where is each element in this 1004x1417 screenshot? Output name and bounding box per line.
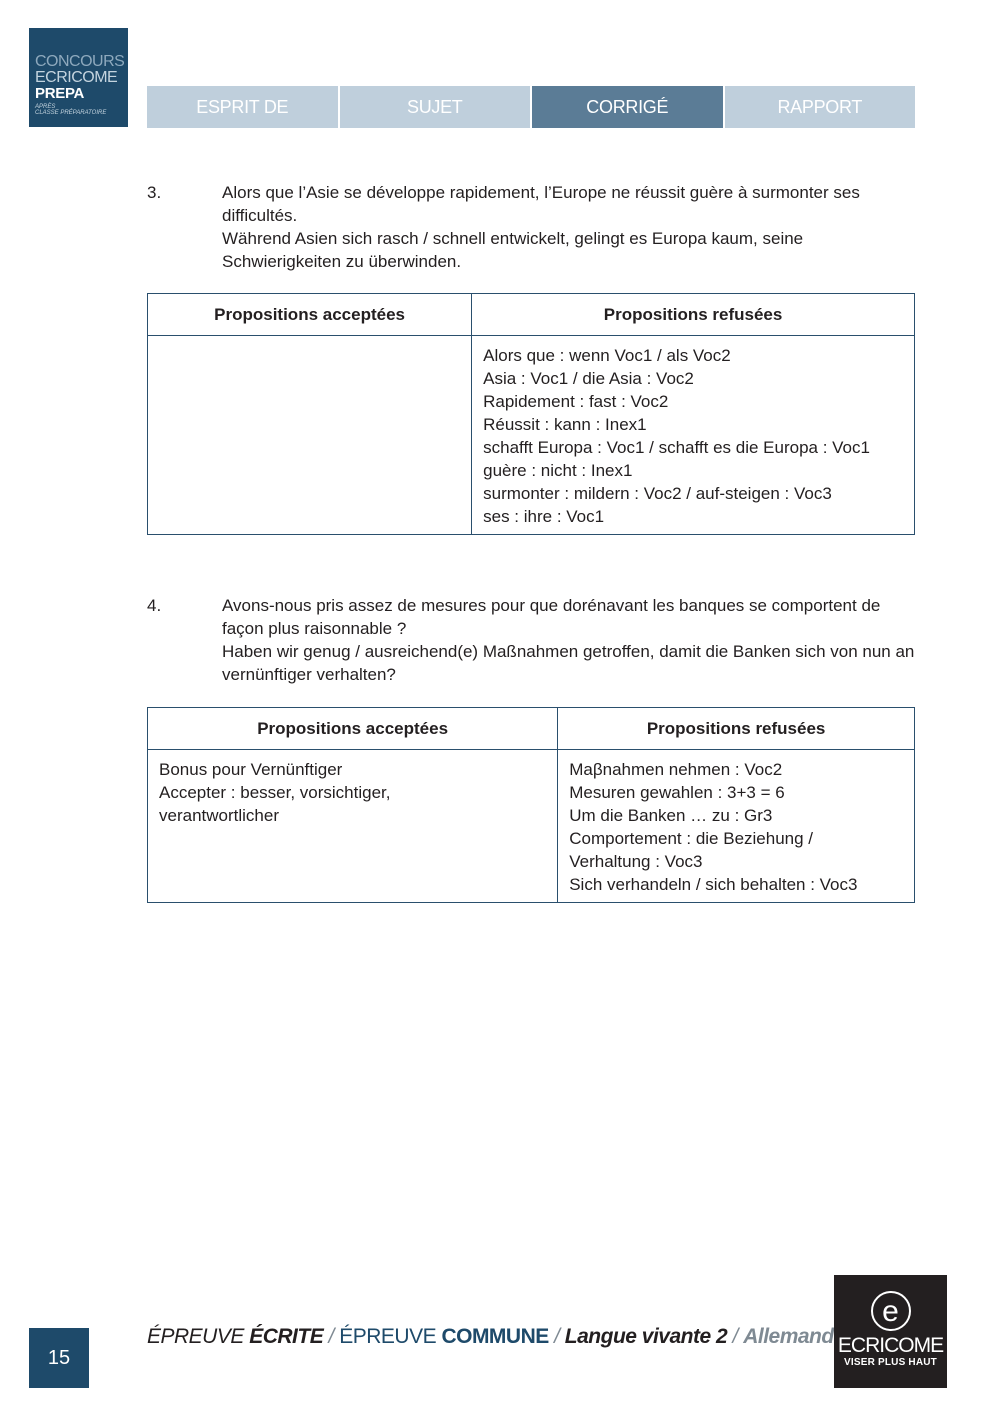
- tab-esprit-epreuve[interactable]: ESPRIT DE L’ÉPREUVE: [147, 86, 338, 128]
- logo-line-apres: APRÈS: [35, 104, 56, 110]
- logo-line-prepa: PREPA: [35, 85, 85, 102]
- refused-item: schafft Europa : Voc1 / schafft es die Europa : Voc1: [483, 438, 870, 457]
- tab-rapport[interactable]: RAPPORT: [725, 86, 916, 128]
- logo-line-ecricome: ECRICOME: [35, 69, 118, 86]
- logo-line-classe: CLASSE PRÉPARATOIRE: [35, 110, 107, 116]
- refused-cell: [558, 750, 915, 903]
- tab-sujet[interactable]: SUJET: [340, 86, 531, 128]
- section-tabs: [147, 86, 915, 159]
- page-number: 15: [29, 1328, 89, 1388]
- logo-line-concours: CONCOURS: [35, 53, 125, 70]
- refused-item: Réussit : kann : Inex1: [483, 415, 647, 434]
- footer-title: [147, 1325, 834, 1349]
- footer-ecrite: ÉCRITE: [249, 1325, 324, 1348]
- refused-item: Rapidement : fast : Voc2: [483, 392, 669, 411]
- accepted-item: Accepter : besser, vorsichtiger,: [159, 783, 391, 802]
- footer-allemand: Allemand: [743, 1325, 834, 1348]
- refused-item: Mesuren gewahlen : 3+3 = 6: [569, 783, 785, 802]
- header-refused: Propositions refusées: [472, 294, 915, 336]
- brand-slogan: VISER PLUS HAUT: [843, 1357, 937, 1368]
- footer-commune: COMMUNE: [441, 1325, 549, 1348]
- header-accepted: Propositions acceptées: [148, 294, 472, 336]
- ecricome-e-icon: e: [871, 1291, 911, 1331]
- question-3: [147, 181, 915, 273]
- footer-langue: Langue vivante 2: [564, 1325, 728, 1348]
- refused-item: Alors que : wenn Voc1 / als Voc2: [483, 346, 731, 365]
- refused-item: guère : nicht : Inex1: [483, 461, 633, 480]
- footer-epreuve: ÉPREUVE: [147, 1325, 250, 1348]
- refused-item: Comportement : die Beziehung /: [569, 829, 814, 848]
- accepted-cell: [148, 750, 558, 903]
- refused-item: surmonter : mildern : Voc2 / auf-steigen : Voc3: [483, 484, 832, 503]
- header-accepted: Propositions acceptées: [148, 708, 558, 750]
- accepted-cell: [148, 336, 472, 535]
- accepted-item: Bonus pour Vernünftiger: [159, 760, 343, 779]
- refused-item: Maβnahmen nehmen : Voc2: [569, 760, 783, 779]
- refused-item: Sich verhandeln / sich behalten : Voc3: [569, 875, 858, 894]
- ecricome-brand-logo: [834, 1275, 947, 1388]
- concours-ecricome-prepa-logo: [29, 28, 128, 127]
- question-french: Avons-nous pris assez de mesures pour que dorénavant les banques se comportent de façon plus raisonnable ?: [222, 596, 881, 638]
- footer-epreuve-2: ÉPREUVE: [339, 1325, 442, 1348]
- tab-corrige[interactable]: CORRIGÉ: [532, 86, 723, 128]
- refused-item: Asia : Voc1 / die Asia : Voc2: [483, 369, 694, 388]
- footer-separator: /: [548, 1325, 565, 1348]
- question-german: Haben wir genug / ausreichend(e) Maßnahmen getroffen, damit die Banken sich von nun an vernünftiger verhalten?: [222, 642, 915, 684]
- footer-separator: /: [727, 1325, 744, 1348]
- answer-table-4: [147, 707, 915, 903]
- question-4: [147, 594, 915, 686]
- question-number: 4.: [147, 596, 162, 615]
- refused-cell: [472, 336, 915, 535]
- header-refused: Propositions refusées: [558, 708, 915, 750]
- footer-separator: /: [323, 1325, 340, 1348]
- refused-item: ses : ihre : Voc1: [483, 507, 605, 526]
- question-number: 3.: [147, 183, 162, 202]
- brand-name: ECRICOME: [837, 1334, 944, 1357]
- refused-item: Um die Banken … zu : Gr3: [569, 806, 773, 825]
- question-french: Alors que l’Asie se développe rapidement, l’Europe ne réussit guère à surmonter ses difficultés.: [222, 183, 860, 225]
- question-german: Während Asien sich rasch / schnell entwickelt, gelingt es Europa kaum, seine Schwierigkeiten zu überwinden.: [222, 229, 804, 271]
- refused-item: Verhaltung : Voc3: [569, 852, 703, 871]
- answer-table-3: [147, 293, 915, 535]
- accepted-item: verantwortlicher: [159, 806, 279, 825]
